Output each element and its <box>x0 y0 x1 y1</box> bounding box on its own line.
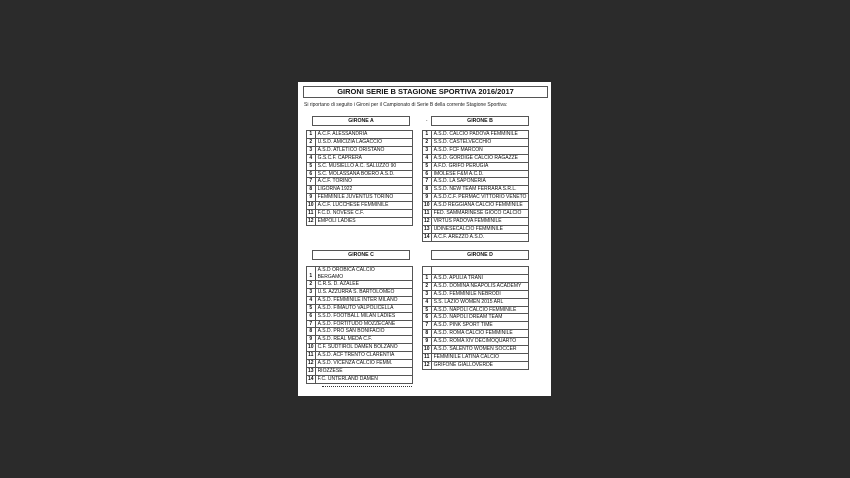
team-number: 9 <box>307 194 316 202</box>
team-number: 6 <box>423 170 432 178</box>
table-row <box>423 274 529 282</box>
team-name: A.S.D. PINK SPORT TIME <box>431 322 528 330</box>
team-number: 8 <box>423 330 432 338</box>
team-name: A.S.D. FORTITUDO MOZZECANE <box>315 320 412 328</box>
table-row <box>423 361 529 369</box>
table-row <box>423 154 529 162</box>
team-name: A.C.F. LUCCHESE FEMMINILE <box>315 202 412 210</box>
table-row <box>423 146 529 154</box>
separator-dot: . <box>426 117 428 123</box>
team-number: 3 <box>307 146 316 154</box>
team-number: 12 <box>308 217 314 224</box>
table-row <box>307 344 413 352</box>
table-row <box>423 330 529 338</box>
team-number: 1 <box>423 274 432 282</box>
team-number: 4 <box>423 298 432 306</box>
table-row <box>423 290 529 298</box>
table-row <box>307 170 413 178</box>
table-row <box>423 306 529 314</box>
girone-b-header: GIRONE B <box>431 116 529 126</box>
spacer-cell <box>431 267 528 275</box>
table-row <box>423 217 529 225</box>
team-name: S.S.D. NEW TEAM FERRARA S.R.L. <box>431 186 529 194</box>
team-number: 10 <box>424 202 430 209</box>
team-number: 10 <box>308 202 314 209</box>
team-name <box>315 267 412 281</box>
team-number: 5 <box>423 306 432 314</box>
intro-text: Si riportano di seguito i Gironi per il Campionato di Serie B della corrente Stagione Sportiva: <box>304 102 508 108</box>
table-row <box>307 131 413 139</box>
team-name: A.S.D. GORDIGE CALCIO RAGAZZE <box>431 154 529 162</box>
team-name: EMPOLI LADIES <box>315 217 412 225</box>
team-name: RIOZZESE <box>315 367 412 375</box>
team-number: 7 <box>423 322 432 330</box>
team-name: F.C.D. NOVESE C.F. <box>315 210 412 218</box>
team-number: 6 <box>307 312 316 320</box>
team-number: 5 <box>307 162 316 170</box>
team-number: 14 <box>424 233 430 240</box>
team-name: FEMMINILE LATINA CALCIO <box>431 353 528 361</box>
team-name: A.S.D. FEMMINILE NEBRODI <box>431 290 528 298</box>
girone-a-header: GIRONE A <box>312 116 410 126</box>
table-row <box>307 336 413 344</box>
team-name: U.S. AZZURRA S. BARTOLOMEO <box>315 288 412 296</box>
team-number: 8 <box>307 328 316 336</box>
team-name: A.S.D. CALCIO PADOVA FEMMINILE <box>431 131 529 139</box>
team-name: A.S.D. VICENZA CALCIO FEMM. <box>315 360 412 368</box>
girone-d-table <box>422 266 529 370</box>
table-row <box>307 138 413 146</box>
team-number: 3 <box>423 146 432 154</box>
table-row <box>307 320 413 328</box>
team-number: 2 <box>307 138 316 146</box>
team-number: 11 <box>424 210 430 217</box>
team-name: A.S.D. NAPOLI CALCIO FEMMINILE <box>431 306 528 314</box>
team-name: G.S.C.F. CAPRERA <box>315 154 412 162</box>
team-number: 13 <box>424 225 430 232</box>
team-number: 9 <box>423 338 432 346</box>
table-row <box>423 322 529 330</box>
team-number: 14 <box>308 375 314 382</box>
team-number: 7 <box>307 320 316 328</box>
team-number: 4 <box>423 154 432 162</box>
team-name: A.F.D. GRIFO PERUGIA <box>431 162 529 170</box>
team-name: A.S.D. ACF TRENTO CLARENTIA <box>315 352 412 360</box>
team-number: 3 <box>423 290 432 298</box>
table-row <box>307 281 413 289</box>
team-name: IMOLESE F&M A.C.D. <box>431 170 529 178</box>
table-row <box>307 328 413 336</box>
team-number: 4 <box>307 296 316 304</box>
table-row <box>423 202 529 210</box>
team-name: A.S.D. FIMAUTO VALPOLICELLA <box>315 304 412 312</box>
table-row <box>423 170 529 178</box>
team-number: 1 <box>307 131 316 139</box>
table-row <box>423 353 529 361</box>
team-name: GRIFONE GIALLOVERDE <box>431 361 528 369</box>
team-name: A.S.D. ATLETICO ORISTANO <box>315 146 412 154</box>
team-number: 7 <box>307 178 316 186</box>
team-name-line1: A.S.D OROBICA CALCIO <box>317 267 375 273</box>
table-row <box>307 352 413 360</box>
team-name: C.R.S. D. AZALEE <box>315 281 412 289</box>
team-name: A.S.D. PRO SAN BONIFACIO <box>315 328 412 336</box>
team-name: S.C. MUSIELLO A.C. SALUZZO 90 <box>315 162 412 170</box>
team-name: A.S.D. REAL MEDA C.F. <box>315 336 412 344</box>
girone-b-table <box>422 130 529 242</box>
table-row <box>423 338 529 346</box>
table-row <box>423 314 529 322</box>
team-number: 1 <box>307 267 316 281</box>
team-name: A.S.D. FEMMINILE INTER MILANO <box>315 296 412 304</box>
team-number: 2 <box>307 281 316 289</box>
team-number: 10 <box>424 346 430 353</box>
team-number: 6 <box>307 170 316 178</box>
team-name-line2: BERGAMO <box>317 273 344 280</box>
table-row <box>423 210 529 218</box>
team-number: 8 <box>423 186 432 194</box>
spacer-cell <box>423 267 432 275</box>
table-row <box>307 288 413 296</box>
team-number: 5 <box>307 304 316 312</box>
team-number: 12 <box>424 217 430 224</box>
table-row <box>423 194 529 202</box>
team-number: 12 <box>424 361 430 368</box>
team-name: U.S.D. AMICIZIA LAGACCIO <box>315 138 412 146</box>
team-name: A.C.F. AREZZO A.S.D. <box>431 233 529 241</box>
team-number: 2 <box>423 138 432 146</box>
table-row <box>307 217 413 225</box>
team-name: LIGORNA 1922 <box>315 186 412 194</box>
team-name: FED. SAMMARINESE GIOCO CALCIO <box>431 210 529 218</box>
team-name: A.S.D. DOMINA NEAPOLIS ACADEMY <box>431 282 528 290</box>
table-row <box>307 186 413 194</box>
team-number: 11 <box>308 352 314 359</box>
team-number: 13 <box>308 367 314 374</box>
table-row <box>307 178 413 186</box>
team-name: FEMMINILE JUVENTUS TORINO <box>315 194 412 202</box>
table-row <box>423 346 529 354</box>
team-number: 11 <box>308 210 314 217</box>
team-number: 8 <box>307 186 316 194</box>
table-row <box>423 186 529 194</box>
table-row <box>423 138 529 146</box>
table-row <box>423 233 529 241</box>
table-row <box>307 367 413 375</box>
team-name: A.C.F. ALESSANDRIA <box>315 131 412 139</box>
team-number: 4 <box>307 154 316 162</box>
team-name: A.S.D. APULIA TRANI <box>431 274 528 282</box>
team-name: S.S.D. FOOTBALL MILAN LADIES <box>315 312 412 320</box>
team-number: 7 <box>423 178 432 186</box>
team-number: 3 <box>307 288 316 296</box>
team-name: A.S.D. NAPOLI DREAM TEAM <box>431 314 528 322</box>
team-name: C.F. SUDTIROL DAMEN BOLZANO <box>315 344 412 352</box>
table-row <box>307 304 413 312</box>
girone-c-table <box>306 266 413 384</box>
team-name: UDINESECALCIO FEMMINILE <box>431 225 529 233</box>
table-row <box>307 375 413 383</box>
table-row <box>307 202 413 210</box>
table-row <box>423 225 529 233</box>
team-number: 9 <box>423 194 432 202</box>
team-name: A.S.D. SALENTO WOMEN SOCCER <box>431 346 528 354</box>
team-name: A.S.D. ROMA CALCIO FEMMINILE <box>431 330 528 338</box>
team-name: S.S.D. CASTELVECCHIO <box>431 138 529 146</box>
table-row <box>307 312 413 320</box>
team-number: 10 <box>308 344 314 351</box>
team-name: S.S. LAZIO WOMEN 2015 ARL <box>431 298 528 306</box>
team-name: A.S.D. ROMA XIV DECIMOQUARTO <box>431 338 528 346</box>
team-number: 11 <box>424 353 430 360</box>
girone-a-table <box>306 130 413 226</box>
team-name: A.C.F. TORINO <box>315 178 412 186</box>
table-row <box>307 194 413 202</box>
team-name: VIRTUS PADOVA FEMMINILE <box>431 217 529 225</box>
table-row <box>423 298 529 306</box>
team-number: 5 <box>423 162 432 170</box>
table-row <box>423 282 529 290</box>
team-number: 2 <box>423 282 432 290</box>
team-number: 9 <box>307 336 316 344</box>
team-number: 12 <box>308 360 314 367</box>
girone-c-header: GIRONE C <box>312 250 410 260</box>
team-name: A.S.D. LA SAPONERIA <box>431 178 529 186</box>
table-row <box>307 360 413 368</box>
table-row <box>307 154 413 162</box>
table-row <box>307 162 413 170</box>
table-row <box>307 296 413 304</box>
team-name: F.C. UNTERLAND DAMEN <box>315 375 412 383</box>
table-row <box>423 162 529 170</box>
girone-d-header: GIRONE D <box>431 250 529 260</box>
team-number: 1 <box>423 131 432 139</box>
table-row <box>307 210 413 218</box>
table-row <box>307 267 413 281</box>
team-number: 6 <box>423 314 432 322</box>
table-row <box>307 146 413 154</box>
spacer-row <box>423 267 529 275</box>
team-name: S.C. MOLASSANA BOERO A.S.D. <box>315 170 412 178</box>
document-title: GIRONI SERIE B STAGIONE SPORTIVA 2016/2017 <box>303 86 548 98</box>
team-name: A.S.D. FCF MARCON <box>431 146 529 154</box>
team-name: A.S.D.C.F. PERMAC VITTORIO VENETO <box>431 194 529 202</box>
team-name: A.S.D REGGIANA CALCIO FEMMINILE <box>431 202 529 210</box>
bottom-dotted-line <box>322 386 412 387</box>
document-page <box>298 82 551 396</box>
table-row <box>423 178 529 186</box>
table-row <box>423 131 529 139</box>
